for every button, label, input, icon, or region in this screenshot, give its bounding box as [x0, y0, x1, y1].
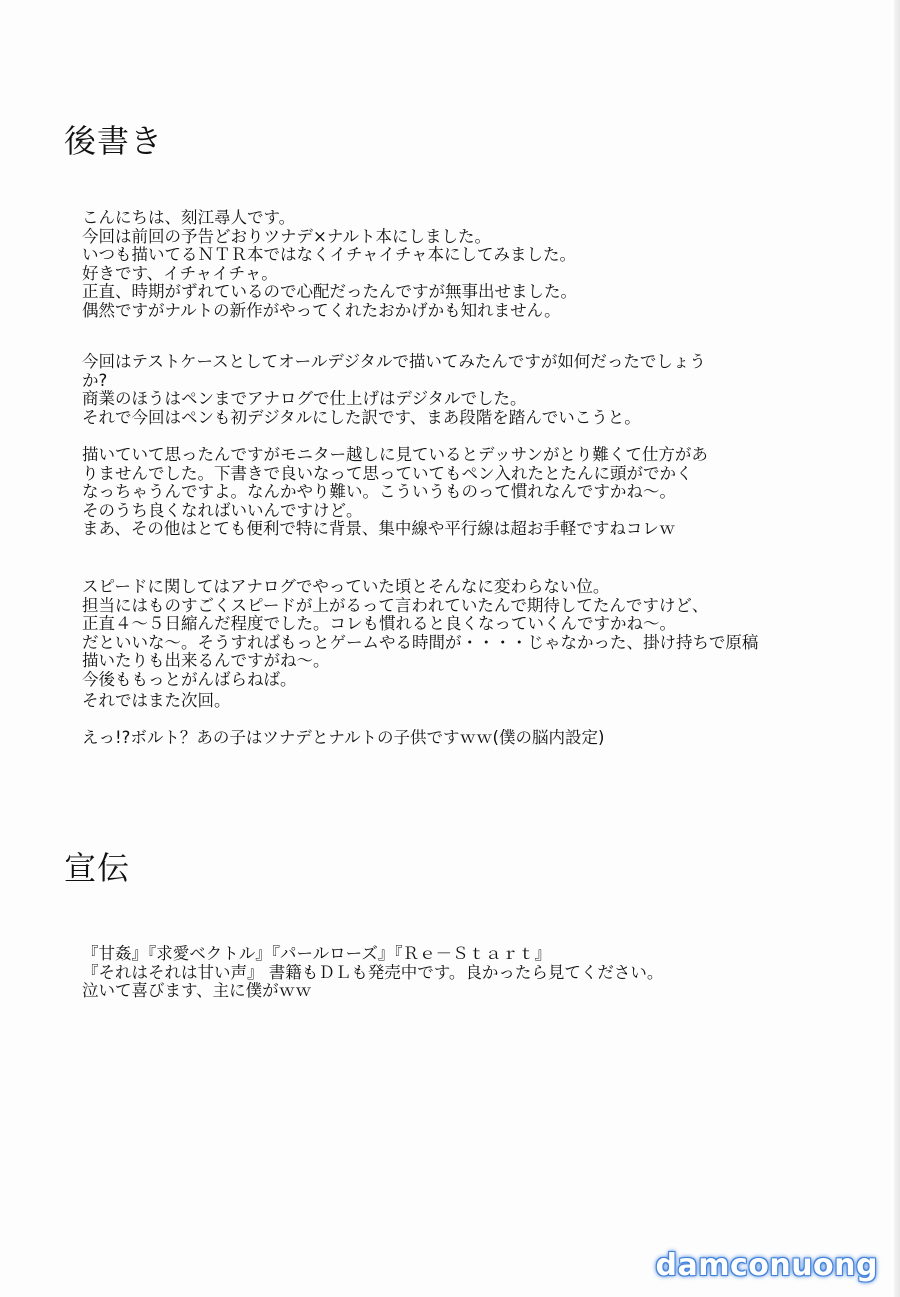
watermark-logo: damconuong: [655, 1248, 878, 1283]
text-line: なっちゃうんですよ。なんかやり難い。こういうものって慣れなんですかね～。: [82, 482, 676, 501]
text-line: まあ、その他はとても便利で特に背景、集中線や平行線は超お手軽ですねコレｗ: [82, 519, 676, 538]
text-line: か?: [82, 370, 108, 390]
text-line: 描いたりも出来るんですがね～。: [82, 651, 330, 670]
text-line: 正直、時期がずれているので心配だったんですが無事出せました。: [82, 282, 577, 301]
text-line: 泣いて喜びます、主に僕がｗｗ: [82, 981, 312, 1000]
afterword-paragraph-6: [82, 729, 822, 748]
text-line: 商業のほうはペンまでアナログで仕上げはデジタルでした。: [82, 389, 527, 408]
afterword-paragraph-3: [82, 446, 822, 539]
text-line: 描いていて思ったんですがモニター越しに見ているとデッサンがとり難くて仕方があ: [82, 445, 708, 464]
text-line: 正直４～５日縮んだ程度でした。コレも慣れると良くなっていくんですかね～。: [82, 614, 676, 633]
text-line: 担当にはものすごくスピードが上がるって言われていたんで期待してたんですけど、: [82, 595, 709, 615]
scan-edge: [894, 0, 900, 1297]
text-line: いつも描いてるＮＴＲ本ではなくイチャイチャ本にしてみました。: [82, 245, 577, 264]
text-line: スピードに関してはアナログでやっていた頃とそんなに変わらない位。: [82, 577, 610, 596]
text-line: 好きです、イチャイチャ。: [82, 263, 278, 283]
afterword-heading: 後書き: [64, 122, 164, 160]
afterword-paragraph-4: [82, 578, 822, 689]
text-line: それではまた次回。: [82, 691, 231, 710]
text-line: 今回はテストケースとしてオールデジタルで描いてみたんですが如何だったでしょう: [82, 352, 706, 371]
text-line: こんにちは、刻江尋人です。: [82, 208, 296, 227]
afterword-paragraph-2: [82, 353, 822, 427]
text-line: 『甘姦』『求愛ベクトル』『パールローズ』『Ｒｅ－Ｓｔａｒｔ』: [82, 944, 552, 963]
text-line: だといいな～。そうすればもっとゲームやる時間が・・・・じゃなかった、掛け持ちで原稿: [82, 632, 759, 652]
text-line: えっ!?ボルト？あの子はツナデとナルトの子供ですｗｗ(僕の脳内設定): [82, 728, 605, 747]
text-line: 今回は前回の予告どおりツナデ×ナルト本にしました。: [82, 226, 492, 246]
afterword-paragraph-1: [82, 209, 822, 320]
text-line: 今後ももっとがんばらねば。: [82, 669, 297, 689]
text-line: 偶然ですがナルトの新作がやってくれたおかげかも知れません。: [82, 300, 561, 320]
advertisement-heading: 宣伝: [64, 849, 131, 887]
afterword-paragraph-5: [82, 692, 822, 711]
advertisement-paragraph: [82, 945, 822, 1001]
text-line: 『それはそれは甘い声』 書籍もＤＬも発売中です。良かったら見てください。: [82, 962, 664, 982]
text-line: そのうち良くなればいいんですけど。: [82, 500, 363, 520]
text-line: りませんでした。下書きで良いなって思っていてもペン入れたとたんに頭がでかく: [82, 463, 693, 483]
text-line: それで今回はペンも初デジタルにした訳です、まあ段階を踏んでいこうと。: [82, 407, 641, 427]
